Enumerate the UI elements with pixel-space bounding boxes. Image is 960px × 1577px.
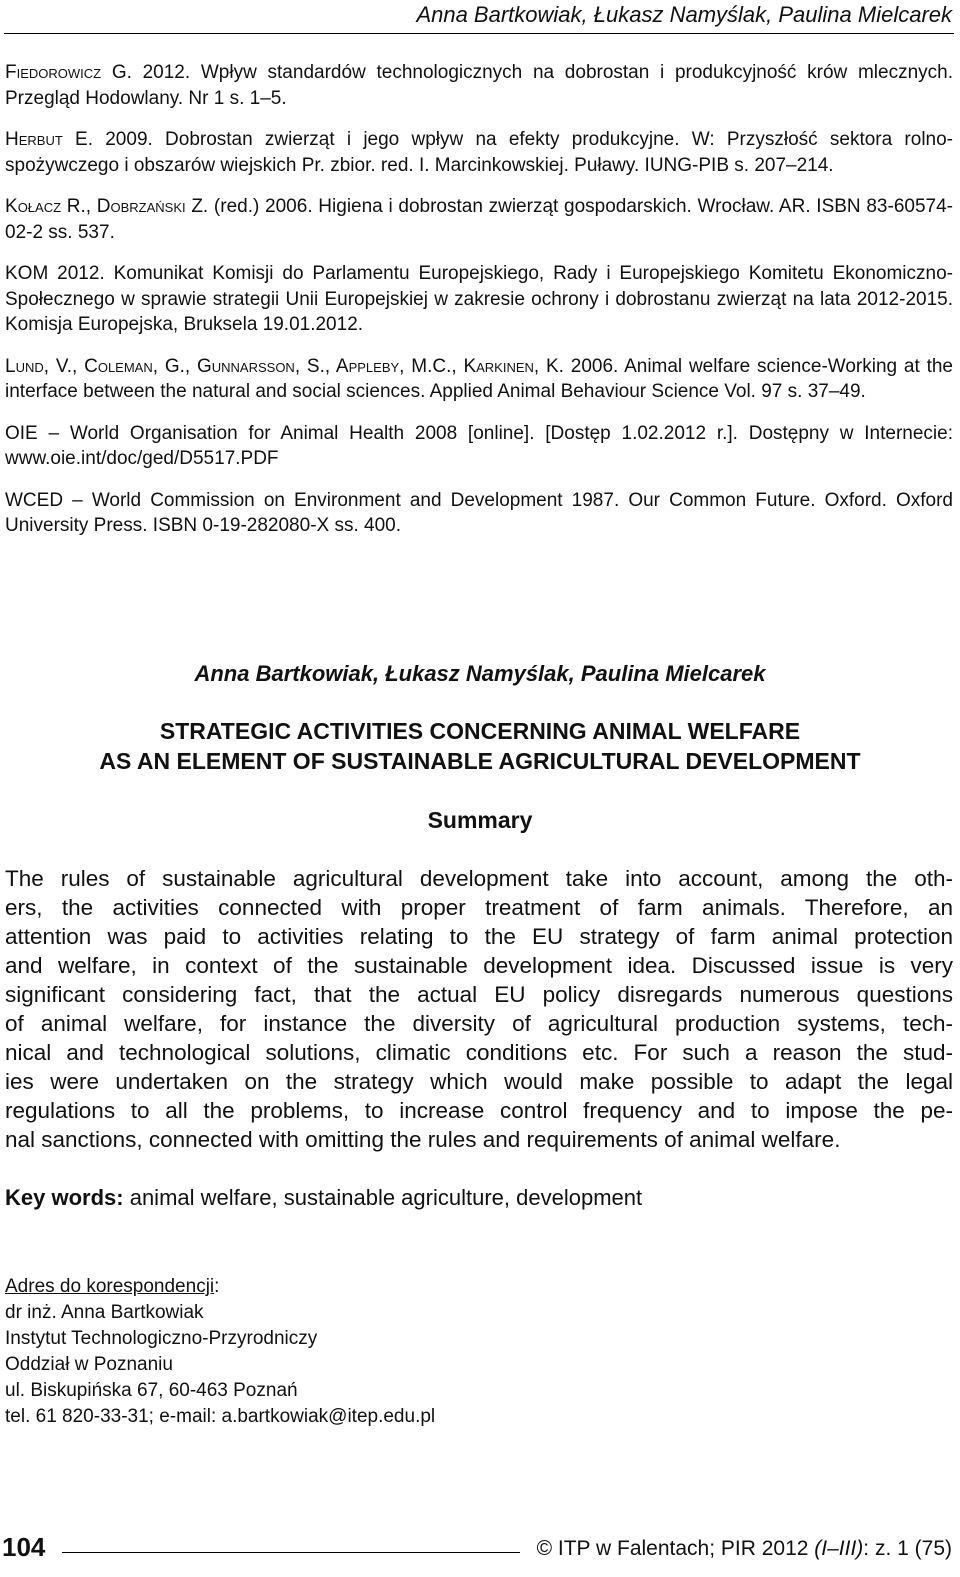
reference-item xyxy=(5,421,953,472)
author-surname: iedorowicz xyxy=(16,62,102,83)
reference-item xyxy=(5,261,953,338)
correspondence-heading: Adres do korespondencji xyxy=(5,1276,215,1297)
reference-text: KOM 2012. Komunikat Komisji do Parlamentu Europejskiego, Rady i Europejskiego Komitetu Ekonomiczno-Społecznego w sprawie strategii Unii Europejskiej w zakresie ochrony i dobrostanu zwierząt na lata 2012-2015. Komisja Europejska, Bruksela 19.01.2012. xyxy=(5,263,953,335)
abstract-line: significant considering fact, that the actual EU policy disregards numerous questions xyxy=(5,982,953,1007)
correspondence-colon: : xyxy=(214,1276,220,1297)
article-title xyxy=(0,716,960,776)
running-head: Anna Bartkowiak, Łukasz Namyślak, Paulina Mielcarek xyxy=(416,2,952,27)
keywords-value: animal welfare, sustainable agriculture, development xyxy=(123,1185,643,1210)
footer-rule xyxy=(62,1552,520,1553)
author-given: G. xyxy=(101,62,132,83)
abstract-line: ies were undertaken on the strategy which would make possible to adapt the legal xyxy=(5,1069,953,1094)
correspondence-block xyxy=(5,1274,435,1430)
abstract-line: and welfare, in context of the sustainable development idea. Discussed issue is very xyxy=(5,953,953,978)
author-surname: obrzański xyxy=(110,196,186,217)
author-surname: ołacz xyxy=(17,196,62,217)
reference-item xyxy=(5,488,953,539)
author-list: Lund, V., Coleman, G., Gunnarsson, S., Appleby, M.C., Karkinen, K. xyxy=(5,355,564,377)
author-initial: H xyxy=(5,129,19,150)
title-line: STRATEGIC ACTIVITIES CONCERNING ANIMAL WELFARE xyxy=(159,718,801,744)
reference-list xyxy=(5,60,953,555)
author-initial: K xyxy=(5,196,18,217)
author-initial: D xyxy=(96,196,111,217)
abstract-line: regulations to all the problems, to increase control frequency and to impose the pe- xyxy=(5,1098,953,1123)
journal-info xyxy=(537,1535,952,1563)
correspondence-line: ul. Biskupińska 67, 60-463 Poznań xyxy=(5,1380,298,1401)
article-authors: Anna Bartkowiak, Łukasz Namyślak, Paulina Mielcarek xyxy=(194,661,766,686)
journal-prefix: © ITP w Falentach; PIR 2012 xyxy=(536,1537,815,1560)
correspondence-line: tel. 61 820-33-31; e-mail: a.bartkowiak@itep.edu.pl xyxy=(5,1406,436,1427)
abstract-text xyxy=(5,864,953,1154)
abstract-line: of animal welfare, for instance the diversity of agricultural production systems, tech- xyxy=(5,1011,953,1036)
author-given: Z. xyxy=(185,196,209,217)
journal-issue: (I–III) xyxy=(814,1537,864,1560)
journal-suffix: : z. 1 (75) xyxy=(863,1537,952,1560)
reference-text: 2006. Animal welfare science-Working at the interface between the natural and social sciences. Applied Animal Behaviour Science Vol. 97 s. 37–49. xyxy=(5,355,953,402)
summary-heading: Summary xyxy=(427,807,533,833)
correspondence-line: Oddział w Poznaniu xyxy=(5,1354,173,1375)
reference-item xyxy=(5,354,953,405)
abstract-line: ers, the activities connected with proper treatment of farm animals. Therefore, an xyxy=(5,895,953,920)
reference-text: 2012. Wpływ standardów technologicznych na dobrostan i produkcyjność krów mlecznych. Przegląd Hodowlany. Nr 1 s. 1–5. xyxy=(5,62,953,109)
abstract-line: nical and technological solutions, climatic conditions etc. For such a reason the stud- xyxy=(5,1040,953,1065)
keywords-label: Key words: xyxy=(5,1185,124,1210)
reference-text: WCED – World Commission on Environment and Development 1987. Our Common Future. Oxford. Oxford University Press. ISBN 0-19-282080-X ss. 400. xyxy=(5,489,953,536)
header-rule xyxy=(4,33,954,34)
correspondence-heading-line xyxy=(5,1274,435,1300)
abstract-line: attention was paid to activities relating to the EU strategy of farm animal protection xyxy=(5,924,953,949)
reference-item xyxy=(5,194,953,245)
correspondence-line: Instytut Technologiczno-Przyrodniczy xyxy=(5,1328,318,1349)
keywords xyxy=(5,1183,642,1213)
reference-text: (red.) 2006. Higiena i dobrostan zwierząt gospodarskich. Wrocław. AR. ISBN 83-60574-02-2 ss. 537. xyxy=(5,196,953,243)
author-given: E. xyxy=(62,129,93,150)
abstract-line: nal sanctions, connected with omitting the rules and requirements of animal welfare. xyxy=(5,1127,841,1152)
reference-text: OIE – World Organisation for Animal Health 2008 [online]. [Dostęp 1.02.2012 r.]. Dostępny w Internecie: www.oie.int/doc/ged/D5517.PDF xyxy=(5,422,953,469)
author-initial: F xyxy=(5,62,17,83)
abstract-line: The rules of sustainable agricultural development take into account, among the oth- xyxy=(5,866,953,891)
reference-text: 2009. Dobrostan zwierząt i jego wpływ na efekty produkcyjne. W: Przyszłość sektora rolno-spożywczego i obszarów wiejskich Pr. zbior. red. I. Marcinkowskiej. Puławy. IUNG-PIB s. 207–214. xyxy=(5,129,954,176)
page-number: 104 xyxy=(2,1532,46,1562)
correspondence-line: dr inż. Anna Bartkowiak xyxy=(5,1302,204,1323)
author-given: R., xyxy=(61,196,97,217)
title-line: AS AN ELEMENT OF SUSTAINABLE AGRICULTURAL DEVELOPMENT xyxy=(99,748,861,774)
reference-item xyxy=(5,60,953,111)
author-surname: erbut xyxy=(18,129,63,150)
reference-item xyxy=(5,127,953,178)
